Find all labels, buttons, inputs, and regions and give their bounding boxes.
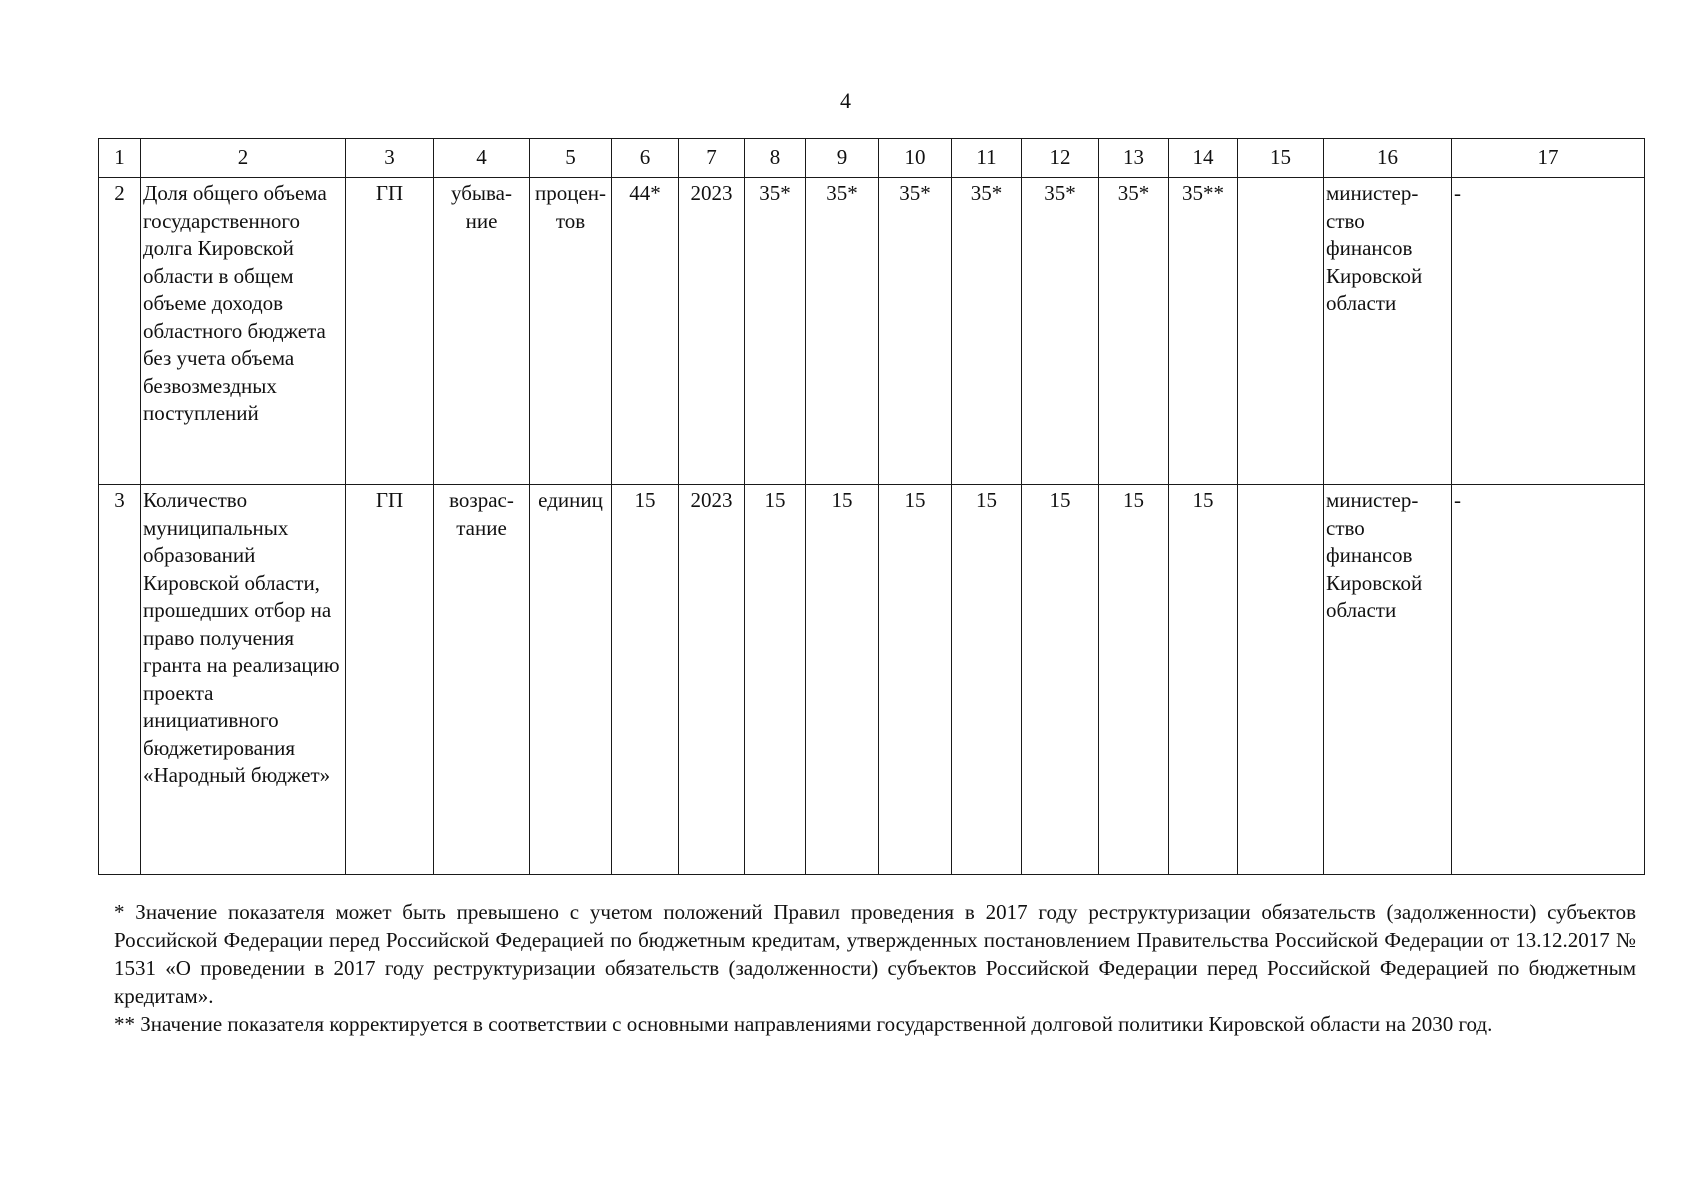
year-value: 15 <box>952 485 1022 875</box>
column-header: 13 <box>1099 139 1169 178</box>
column-15-value <box>1238 178 1324 485</box>
indicator-name: Доля общего объема государственного долга Кировской области в общем объеме доходов областного бюджета без учета объема безвозмездных поступлений <box>141 178 346 485</box>
row-number: 2 <box>99 178 141 485</box>
footnotes <box>114 898 1636 1038</box>
column-header: 3 <box>346 139 434 178</box>
year-value: 35** <box>1169 178 1238 485</box>
footnote-double-asterisk: ** Значение показателя корректируется в соответствии с основными направлениями государственной долговой политики Кировской области на 2030 год. <box>114 1012 1493 1036</box>
year-value: 15 <box>879 485 952 875</box>
column-header: 10 <box>879 139 952 178</box>
year-value: 15 <box>1099 485 1169 875</box>
column-header: 12 <box>1022 139 1099 178</box>
indicator-trend: убыва-ние <box>434 178 530 485</box>
row-number: 3 <box>99 485 141 875</box>
indicator-unit: процен-тов <box>530 178 612 485</box>
year-value: 35* <box>879 178 952 485</box>
year-value: 35* <box>1099 178 1169 485</box>
responsible-body: министер-ство финансов Кировской области <box>1324 178 1452 485</box>
base-year: 2023 <box>679 485 745 875</box>
column-header: 9 <box>806 139 879 178</box>
column-header: 14 <box>1169 139 1238 178</box>
column-header: 7 <box>679 139 745 178</box>
column-header: 16 <box>1324 139 1452 178</box>
indicator-unit: единиц <box>530 485 612 875</box>
indicator-name: Количество муниципальных образований Кировской области, прошедших отбор на право получения гранта на реализацию проекта инициативного бюджетирования «Народный бюджет» <box>141 485 346 875</box>
column-header: 17 <box>1452 139 1645 178</box>
year-value: 35* <box>1022 178 1099 485</box>
table-row <box>99 178 1645 485</box>
year-value: 15 <box>806 485 879 875</box>
column-17-value: - <box>1452 485 1645 875</box>
column-header: 1 <box>99 139 141 178</box>
indicator-trend: возрас-тание <box>434 485 530 875</box>
year-value: 15 <box>1169 485 1238 875</box>
year-value: 35* <box>745 178 806 485</box>
indicator-level: ГП <box>346 485 434 875</box>
column-header: 15 <box>1238 139 1324 178</box>
page-number: 4 <box>840 88 851 113</box>
column-header: 8 <box>745 139 806 178</box>
year-value: 15 <box>745 485 806 875</box>
column-header: 5 <box>530 139 612 178</box>
table-row <box>99 485 1645 875</box>
base-year: 2023 <box>679 178 745 485</box>
table-header-row <box>99 139 1645 178</box>
indicator-level: ГП <box>346 178 434 485</box>
column-header: 4 <box>434 139 530 178</box>
column-17-value: - <box>1452 178 1645 485</box>
column-header: 2 <box>141 139 346 178</box>
column-header: 11 <box>952 139 1022 178</box>
base-value: 44* <box>612 178 679 485</box>
footnote-single-asterisk: * Значение показателя может быть превышено с учетом положений Правил проведения в 2017 году реструктуризации обязательств (задолженности) субъектов Российской Федерации перед Российской Федерацией по бюджетным кредитам, утвержденных постановлением Правительства Российской Федерации от 13.12.2017 № 1531 «О проведении в 2017 году реструктуризации обязательств (задолженности) субъектов Российской Федерации перед Российской Федерацией по бюджетным кредитам». <box>114 900 1636 1008</box>
year-value: 15 <box>1022 485 1099 875</box>
year-value: 35* <box>806 178 879 485</box>
responsible-body: министер-ство финансов Кировской области <box>1324 485 1452 875</box>
year-value: 35* <box>952 178 1022 485</box>
column-15-value <box>1238 485 1324 875</box>
base-value: 15 <box>612 485 679 875</box>
column-header: 6 <box>612 139 679 178</box>
indicators-table <box>98 138 1645 875</box>
